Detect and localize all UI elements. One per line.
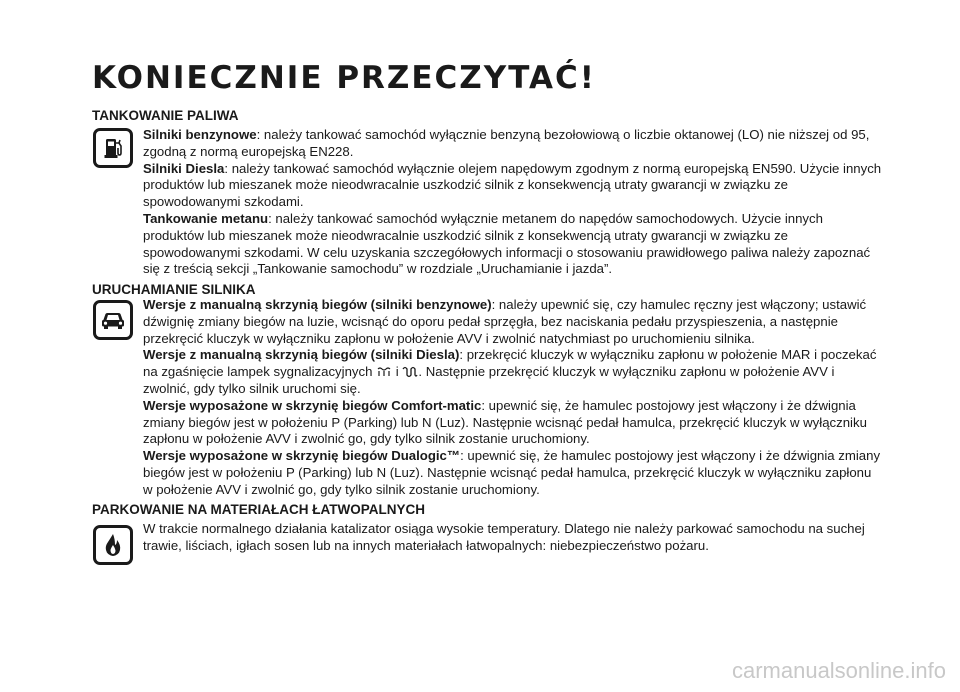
text-manual-diesel-tail: . Następnie przekręcić kluczyk w wyłączniku zapłonu w położenie AVV i zwolnić, gdy tylko silnik uruchomi się. <box>143 364 835 396</box>
paragraph-diesel <box>143 161 883 211</box>
text-methane: : należy tankować samochód wyłącznie metanem do napędów samochodowych. Użycie innych produktów lub mieszanek może nieodwracalnie uszkodzić silnik z konsekwencją utraty gwarancji w związku ze spowodowanymi szkodami. W celu uzyskania szczegółowych informacji o stosowaniu prawidłowego paliwa należy zapoznać się z treścią sekcji „Tankowanie samochodu” w rozdziale „Uruchamianie i jazda”. <box>143 210 871 277</box>
text-petrol: : należy tankować samochód wyłącznie benzyną bezołowiową o liczbie oktanowej (LO) nie niższej od 95, zgodną z normą europejską EN228. <box>143 127 870 159</box>
section-heading-start: URUCHAMIANIE SILNIKA <box>92 282 256 297</box>
label-petrol: Silniki benzynowe <box>143 127 257 142</box>
preheating-coil-icon <box>402 366 418 378</box>
page-title: KONIECZNIE PRZECZYTAĆ! <box>92 60 596 96</box>
text-comfort-matic: : upewnić się, że hamulec postojowy jest włączony i że dźwignia zmiany biegów jest w położeniu P (Parking) lub N (Luz). Następnie wcisnąć pedał hamulca, przekręcić kluczyk w wyłączniku zapłonu w położenie AVV i zwolnić go, gdy tylko silnik zostanie uruchomiony. <box>143 397 867 447</box>
label-dualogic: Wersje wyposażone w skrzynię biegów Dualogic™ <box>143 448 461 464</box>
label-manual-diesel: Wersje z manualną skrzynią biegów (silniki Diesla) <box>143 347 460 363</box>
start-section-body <box>143 297 883 499</box>
paragraph-dualogic <box>143 448 883 498</box>
label-methane: Tankowanie metanu <box>143 210 269 226</box>
paragraph-manual-diesel <box>143 347 883 397</box>
fuel-pump-icon <box>93 128 133 168</box>
text-manual-diesel: : przekręcić kluczyk w wyłączniku zapłonu w położenie MAR i poczekać na zgaśnięcie lampek sygnalizacyjnych <box>143 347 877 380</box>
text-manual-petrol: : należy upewnić się, czy hamulec ręczny jest włączony; ustawić dźwignię zmiany biegów na luzie, wcisnąć do oporu pedał sprzęgła, bez naciskania pedału przyspieszenia, a następnie przekręcić kluczyk w wyłączniku zapłonu w położenie AVV i zwolnić natychmiast po uruchomieniu silnika. <box>143 297 867 346</box>
paragraph-manual-petrol <box>143 297 883 347</box>
glow-plug-warning-icon <box>376 366 392 378</box>
fuel-section-body <box>143 127 883 278</box>
watermark: carmanualsonline.info <box>731 658 946 683</box>
paragraph-petrol <box>143 127 883 161</box>
paragraph-parking <box>143 521 883 555</box>
parking-section-body <box>143 521 883 555</box>
car-icon <box>93 300 133 340</box>
paragraph-comfort-matic <box>143 398 883 448</box>
text-dualogic: : upewnić się, że hamulec postojowy jest włączony i że dźwignia zmiany biegów jest w położeniu P (Parking) lub N (Luz). Następnie wcisnąć pedał hamulca, przekręcić kluczyk w wyłączniku zapłonu w położenie AVV i zwolnić go, gdy tylko silnik zostanie uruchomiony. <box>143 448 881 497</box>
text-manual-diesel-mid: i <box>395 364 399 380</box>
paragraph-methane <box>143 211 883 278</box>
section-heading-parking: PARKOWANIE NA MATERIAŁACH ŁATWOPALNYCH <box>92 502 425 517</box>
label-diesel: Silniki Diesla <box>143 160 225 176</box>
text-parking: W trakcie normalnego działania katalizator osiąga wysokie temperatury. Dlatego nie należy parkować samochodu na suchej trawie, liściach, igłach sosen lub na innych materiałach łatwopalnych: niebezpieczeństwo pożaru. <box>143 521 865 553</box>
fire-icon <box>93 525 133 565</box>
label-comfort-matic: Wersje wyposażone w skrzynię biegów Comfort-matic <box>143 397 482 413</box>
label-manual-petrol: Wersje z manualną skrzynią biegów (silniki benzynowe) <box>143 297 492 312</box>
text-diesel: : należy tankować samochód wyłącznie olejem napędowym zgodnym z normą europejską EN590. Użycie innych produktów lub mieszanek może nieodwracalnie uszkodzić silnik z konsekwencją utraty gwarancji w związku ze spowodowanymi szkodami. <box>143 160 882 210</box>
section-heading-fuel: TANKOWANIE PALIWA <box>92 108 239 123</box>
